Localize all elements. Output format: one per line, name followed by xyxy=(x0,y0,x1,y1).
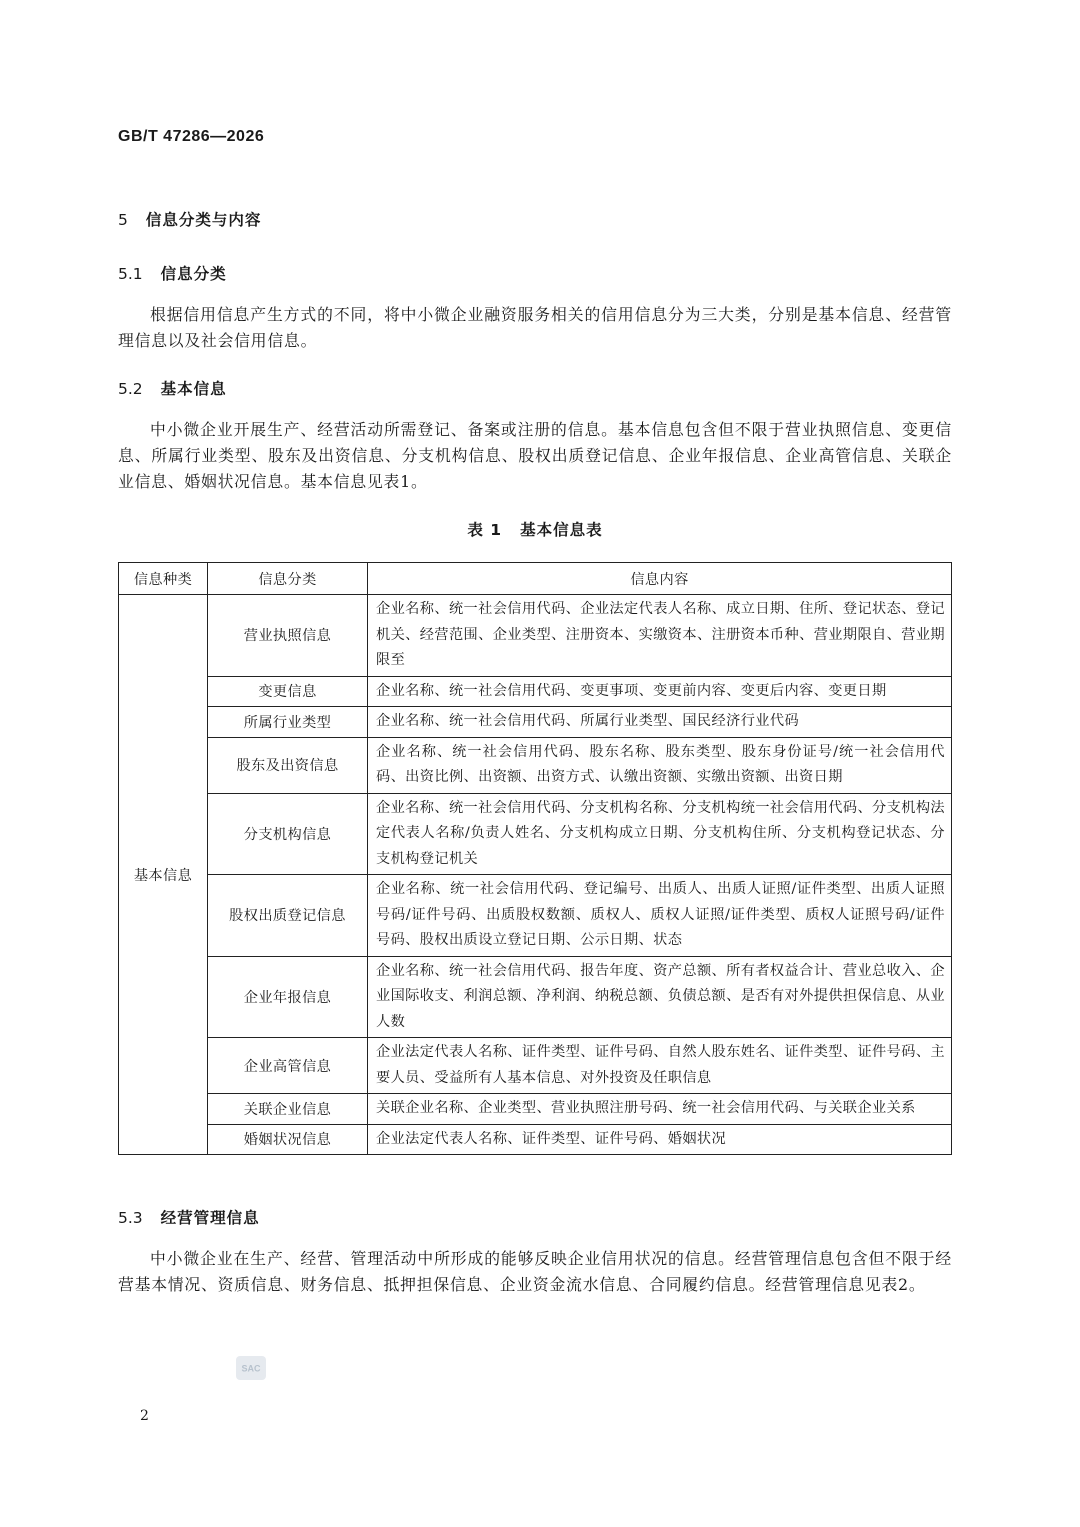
sac-logo-text: SAC xyxy=(241,1363,261,1374)
basic-info-table xyxy=(118,562,952,1155)
subcategory-cell: 变更信息 xyxy=(208,676,368,707)
subcategory-cell: 关联企业信息 xyxy=(208,1094,368,1125)
subcategory-cell: 分支机构信息 xyxy=(208,793,368,875)
table-row xyxy=(119,793,952,875)
section-5-1-paragraph: 根据信用信息产生方式的不同，将中小微企业融资服务相关的信用信息分为三大类，分别是基本信息、经营管理信息以及社会信用信息。 xyxy=(118,305,952,350)
content-cell: 企业名称、统一社会信用代码、报告年度、资产总额、所有者权益合计、营业总收入、企业国际收支、利润总额、净利润、纳税总额、负债总额、是否有对外提供担保信息、从业人数 xyxy=(368,956,952,1038)
table-row xyxy=(119,1124,952,1155)
subcategory-cell: 婚姻状况信息 xyxy=(208,1124,368,1155)
table-1-title: 基本信息表 xyxy=(520,521,603,539)
category-cell: 基本信息 xyxy=(119,595,208,1155)
section-5-2-paragraph: 中小微企业开展生产、经营活动所需登记、备案或注册的信息。基本信息包含但不限于营业执照信息、变更信息、所属行业类型、股东及出资信息、分支机构信息、股权出质登记信息、企业年报信息、企业高管信息、关联企业信息、婚姻状况信息。基本信息见表1。 xyxy=(118,420,952,491)
table-row xyxy=(119,956,952,1038)
subcategory-cell: 所属行业类型 xyxy=(208,707,368,738)
section-5-title: 信息分类与内容 xyxy=(145,211,262,229)
subcategory-cell: 股东及出资信息 xyxy=(208,737,368,793)
content-cell: 企业法定代表人名称、证件类型、证件号码、自然人股东姓名、证件类型、证件号码、主要人员、受益所有人基本信息、对外投资及任职信息 xyxy=(368,1038,952,1094)
table-row xyxy=(119,1038,952,1094)
table-row xyxy=(119,707,952,738)
table-row xyxy=(119,676,952,707)
subcategory-cell: 企业年报信息 xyxy=(208,956,368,1038)
header-info-content: 信息内容 xyxy=(368,563,952,595)
section-5-3-paragraph: 中小微企业在生产、经营、管理活动中所形成的能够反映企业信用状况的信息。经营管理信息包含但不限于经营基本情况、资质信息、财务信息、抵押担保信息、企业资金流水信息、合同履约信息。经营管理信息见表2。 xyxy=(118,1249,952,1294)
section-5-heading xyxy=(118,208,261,230)
table-header-row xyxy=(119,563,952,595)
section-5-3-heading xyxy=(118,1206,260,1228)
table-row xyxy=(119,875,952,957)
subcategory-cell: 营业执照信息 xyxy=(208,595,368,677)
section-5-2-heading xyxy=(118,377,227,399)
table-row xyxy=(119,737,952,793)
content-cell: 关联企业名称、企业类型、营业执照注册号码、统一社会信用代码、与关联企业关系 xyxy=(368,1094,952,1125)
section-5-3-title: 经营管理信息 xyxy=(160,1209,260,1227)
section-5-2-number: 5.2 xyxy=(118,380,143,398)
header-info-category: 信息分类 xyxy=(208,563,368,595)
section-5-1-heading xyxy=(118,262,227,284)
content-cell: 企业名称、统一社会信用代码、分支机构名称、分支机构统一社会信用代码、分支机构法定代表人名称/负责人姓名、分支机构成立日期、分支机构住所、分支机构登记状态、分支机构登记机关 xyxy=(368,793,952,875)
content-cell: 企业名称、统一社会信用代码、股东名称、股东类型、股东身份证号/统一社会信用代码、出资比例、出资额、出资方式、认缴出资额、实缴出资额、出资日期 xyxy=(368,737,952,793)
table-1-number: 表 1 xyxy=(467,521,503,539)
table-row xyxy=(119,1094,952,1125)
content-cell: 企业名称、统一社会信用代码、所属行业类型、国民经济行业代码 xyxy=(368,707,952,738)
subcategory-cell: 股权出质登记信息 xyxy=(208,875,368,957)
section-5-3-number: 5.3 xyxy=(118,1209,143,1227)
table-row xyxy=(119,595,952,677)
table-1-caption xyxy=(118,518,952,540)
section-5-1-title: 信息分类 xyxy=(160,265,227,283)
section-5-number: 5 xyxy=(118,211,128,229)
standard-number: GB/T 47286—2026 xyxy=(118,128,265,145)
content-cell: 企业法定代表人名称、证件类型、证件号码、婚姻状况 xyxy=(368,1124,952,1155)
section-5-2-title: 基本信息 xyxy=(160,380,227,398)
header-info-kind: 信息种类 xyxy=(119,563,208,595)
content-cell: 企业名称、统一社会信用代码、变更事项、变更前内容、变更后内容、变更日期 xyxy=(368,676,952,707)
content-cell: 企业名称、统一社会信用代码、企业法定代表人名称、成立日期、住所、登记状态、登记机关、经营范围、企业类型、注册资本、实缴资本、注册资本币种、营业期限自、营业期限至 xyxy=(368,595,952,677)
content-cell: 企业名称、统一社会信用代码、登记编号、出质人、出质人证照/证件类型、出质人证照号码/证件号码、出质股权数额、质权人、质权人证照/证件类型、质权人证照号码/证件号码、股权出质设立登记日期、公示日期、状态 xyxy=(368,875,952,957)
sac-logo-icon xyxy=(236,1356,266,1380)
section-5-1-number: 5.1 xyxy=(118,265,143,283)
page-number: 2 xyxy=(140,1408,149,1424)
subcategory-cell: 企业高管信息 xyxy=(208,1038,368,1094)
